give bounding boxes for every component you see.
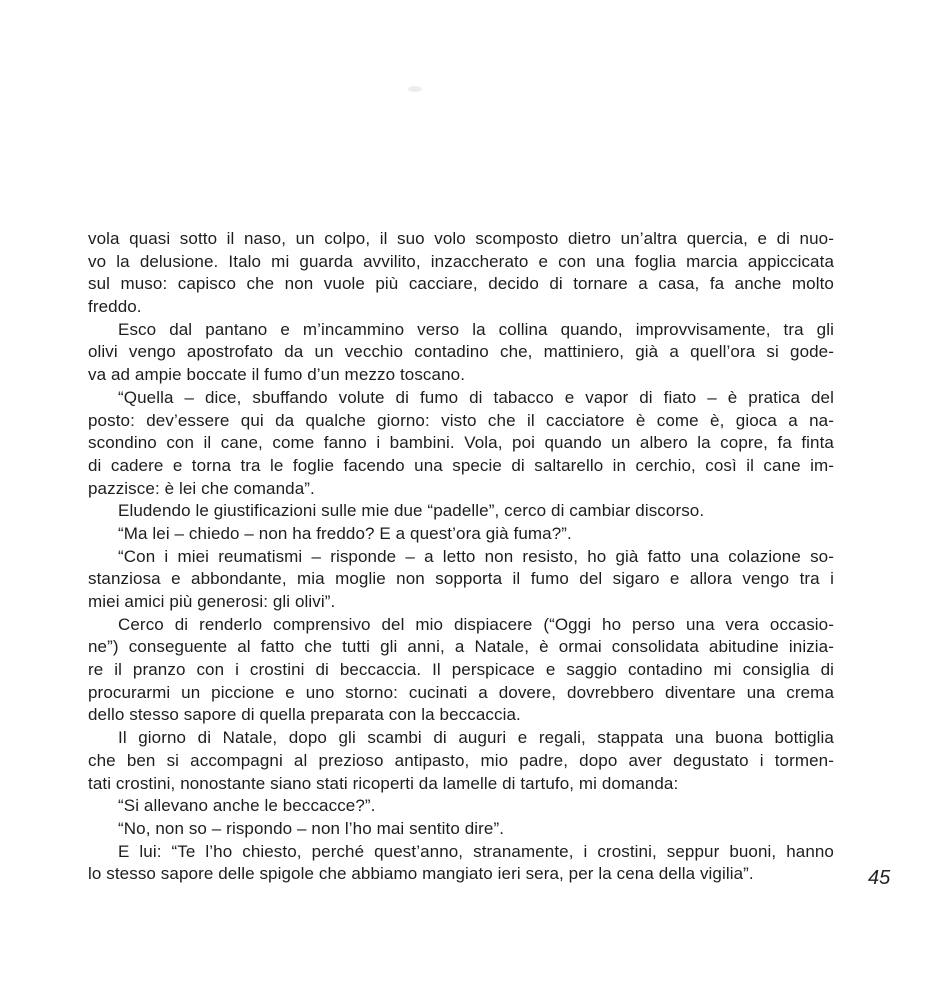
- text-line: vola quasi sotto il naso, un colpo, il suo volo scomposto dietro un’altra quercia, e di nuo-: [88, 229, 834, 248]
- text-line: re il pranzo con i crostini di beccaccia. Il perspicace e saggio contadino mi consiglia di: [88, 660, 834, 680]
- text-line: scondino con il cane, come fanno i bambini. Vola, poi quando un albero la copre, fa finta: [88, 433, 834, 453]
- text-line: dello stesso sapore di quella preparata con la beccaccia.: [88, 705, 521, 725]
- text-line: pazzisce: è lei che comanda”.: [88, 478, 315, 498]
- text-line: E lui: “Te l’ho chiesto, perché quest’anno, stranamente, i crostini, seppur buoni, hanno: [118, 841, 834, 861]
- text-line: posto: dev’essere qui da qualche giorno: visto che il cacciatore è come è, gioca a na-: [88, 410, 834, 430]
- text-line: “No, non so – rispondo – non l’ho mai sentito dire”.: [118, 818, 505, 838]
- text-line: Il giorno di Natale, dopo gli scambi di auguri e regali, stappata una buona bottiglia: [118, 728, 834, 748]
- text-line: miei amici più generosi: gli olivi”.: [88, 592, 336, 611]
- text-line: “Ma lei – chiedo – non ha freddo? E a quest’ora già fuma?”.: [118, 523, 572, 543]
- paragraph: [88, 319, 834, 387]
- paragraph: [88, 841, 834, 886]
- page-number: 45: [868, 867, 891, 889]
- paragraph: [88, 818, 834, 841]
- text-line: Esco dal pantano e m’incammino verso la collina quando, improvvisamente, tra gli: [118, 319, 834, 339]
- text-line: procurarmi un piccione e uno storno: cucinati a dovere, dovrebbero diventare una crema: [88, 682, 834, 702]
- text-line: sul muso: capisco che non vuole più cacciare, decido di tornare a casa, fa anche molto: [88, 274, 834, 294]
- text-line: olivi vengo apostrofato da un vecchio contadino che, mattiniero, già a quell’ora si gode-: [88, 342, 834, 362]
- text-line: che ben si accompagni al prezioso antipasto, mio padre, dopo aver degustato i tormen-: [88, 750, 834, 770]
- text-line: “Quella – dice, sbuffando volute di fumo di tabacco e vapor di fiato – è pratica del: [118, 387, 834, 407]
- text-line: ne”) conseguente al fatto che tutti gli anni, a Natale, è ormai consolidata abitudine inizia-: [88, 637, 834, 657]
- paragraph: [88, 614, 834, 727]
- text-line: di cadere e torna tra le foglie facendo una specie di saltarello in cerchio, così il cane im-: [88, 455, 834, 475]
- text-line: freddo.: [88, 297, 142, 317]
- text-line: tati crostini, nonostante siano stati ricoperti da lamelle di tartufo, mi domanda:: [88, 773, 679, 793]
- text-line: lo stesso sapore delle spigole che abbiamo mangiato ieri sera, per la cena della vigilia”.: [88, 864, 754, 884]
- text-line: stanziosa e abbondante, mia moglie non sopporta il fumo del sigaro e allora vengo tra i: [88, 569, 834, 589]
- paragraph: [88, 523, 834, 546]
- paragraph: [88, 727, 834, 795]
- paragraph: [88, 546, 834, 614]
- page-text: [88, 228, 834, 886]
- text-line: “Si allevano anche le beccacce?”.: [118, 796, 376, 816]
- paragraph: [88, 387, 834, 500]
- text-line: Cerco di renderlo comprensivo del mio dispiacere (“Oggi ho perso una vera occasio-: [118, 614, 834, 634]
- text-line: va ad ampie boccate il fumo d’un mezzo toscano.: [88, 365, 466, 385]
- paragraph: [88, 228, 834, 319]
- paragraph: [88, 795, 834, 818]
- scan-artifact-speck: [408, 86, 422, 92]
- text-line: Eludendo le giustificazioni sulle mie due “padelle”, cerco di cambiar discorso.: [118, 501, 705, 521]
- text-line: vo la delusione. Italo mi guarda avvilito, inzaccherato e con una foglia marcia appiccicata: [88, 251, 834, 271]
- paragraph: [88, 500, 834, 523]
- text-line: “Con i miei reumatismi – risponde – a letto non resisto, ho già fatto una colazione so-: [118, 546, 834, 566]
